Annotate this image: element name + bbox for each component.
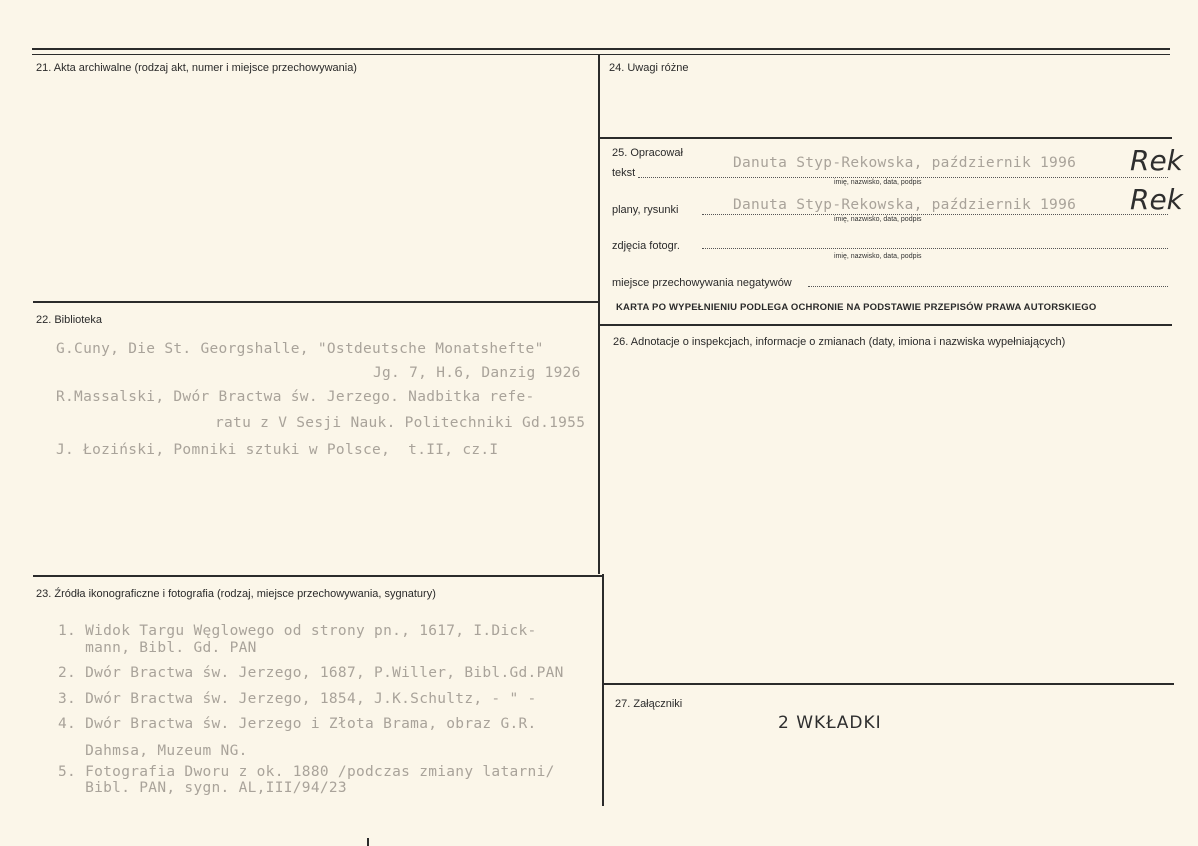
rule-24-25 — [600, 137, 1172, 139]
icon-source-line-7: 5. Fotografia Dworu z ok. 1880 /podczas zmiany latarni/ — [58, 764, 555, 780]
section-25-label: 25. Opracował — [612, 147, 683, 159]
rule-21-22 — [33, 301, 599, 303]
library-line-3: R.Massalski, Dwór Bractwa św. Jerzego. Nadbitka refe- — [56, 389, 535, 405]
photos-caption: imię, nazwisko, data, podpis — [834, 253, 922, 260]
icon-source-line-3: 2. Dwór Bractwa św. Jerzego, 1687, P.Willer, Bibl.Gd.PAN — [58, 665, 564, 681]
plans-caption: imię, nazwisko, data, podpis — [834, 216, 922, 223]
icon-source-line-5: 4. Dwór Bractwa św. Jerzego i Złota Brama, obraz G.R. — [58, 716, 537, 732]
negatives-label: miejsce przechowywania negatywów — [612, 277, 792, 289]
section-22-label: 22. Biblioteka — [36, 314, 103, 326]
library-line-4: ratu z V Sesji Nauk. Politechniki Gd.1955 — [215, 415, 586, 431]
rule-26-27 — [604, 683, 1174, 685]
photos-dotted-line — [702, 248, 1168, 249]
photos-label: zdjęcia fotogr. — [612, 240, 680, 252]
plans-dotted-line — [702, 214, 1168, 215]
section-27-label: 27. Załączniki — [615, 698, 683, 710]
rule-22-23 — [33, 575, 603, 577]
center-vertical-upper — [598, 54, 600, 574]
text-caption: imię, nazwisko, data, podpis — [834, 179, 922, 186]
section-21-label: 21. Akta archiwalne (rodzaj akt, numer i miejsce przechowywania) — [36, 62, 357, 74]
plans-signature: Rek — [1130, 183, 1183, 216]
section-24-label: 24. Uwagi różne — [609, 62, 689, 74]
rule-25-26 — [600, 324, 1172, 326]
icon-source-line-6: Dahmsa, Muzeum NG. — [58, 743, 248, 759]
plans-label: plany, rysunki — [612, 204, 679, 216]
top-rule — [32, 48, 1170, 50]
plans-value: Danuta Styp-Rekowska, październik 1996 — [733, 197, 1077, 213]
attachments-value: 2 WKŁADKI — [778, 713, 882, 733]
icon-source-line-4: 3. Dwór Bractwa św. Jerzego, 1854, J.K.Schultz, - " - — [58, 691, 537, 707]
text-value: Danuta Styp-Rekowska, październik 1996 — [733, 155, 1077, 171]
center-vertical-lower — [602, 574, 604, 806]
text-dotted-line — [638, 177, 1168, 178]
section-23-label: 23. Źródła ikonograficzne i fotografia (rodzaj, miejsce przechowywania, sygnatury) — [36, 588, 436, 600]
text-signature: Rek — [1130, 144, 1183, 177]
top-inner-rule — [32, 54, 1170, 55]
icon-source-line-2: mann, Bibl. Gd. PAN — [58, 640, 257, 656]
icon-source-line-1: 1. Widok Targu Węglowego od strony pn., 1617, I.Dick- — [58, 623, 537, 639]
section-26-label: 26. Adnotacje o inspekcjach, informacje o zmianach (daty, imiona i nazwiska wypełniających) — [613, 336, 1066, 348]
bottom-tick — [367, 838, 369, 846]
copyright-notice: KARTA PO WYPEŁNIENIU PODLEGA OCHRONIE NA PODSTAWIE PRZEPISÓW PRAWA AUTORSKIEGO — [616, 302, 1097, 313]
library-line-5: J. Łoziński, Pomniki sztuki w Polsce, t.II, cz.I — [56, 442, 499, 458]
text-label: tekst — [612, 167, 636, 179]
icon-source-line-8: Bibl. PAN, sygn. AL,III/94/23 — [58, 780, 347, 796]
library-line-1: G.Cuny, Die St. Georgshalle, "Ostdeutsche Monatshefte" — [56, 341, 544, 357]
negatives-dotted-line — [808, 286, 1168, 287]
library-line-2: Jg. 7, H.6, Danzig 1926 — [373, 365, 581, 381]
